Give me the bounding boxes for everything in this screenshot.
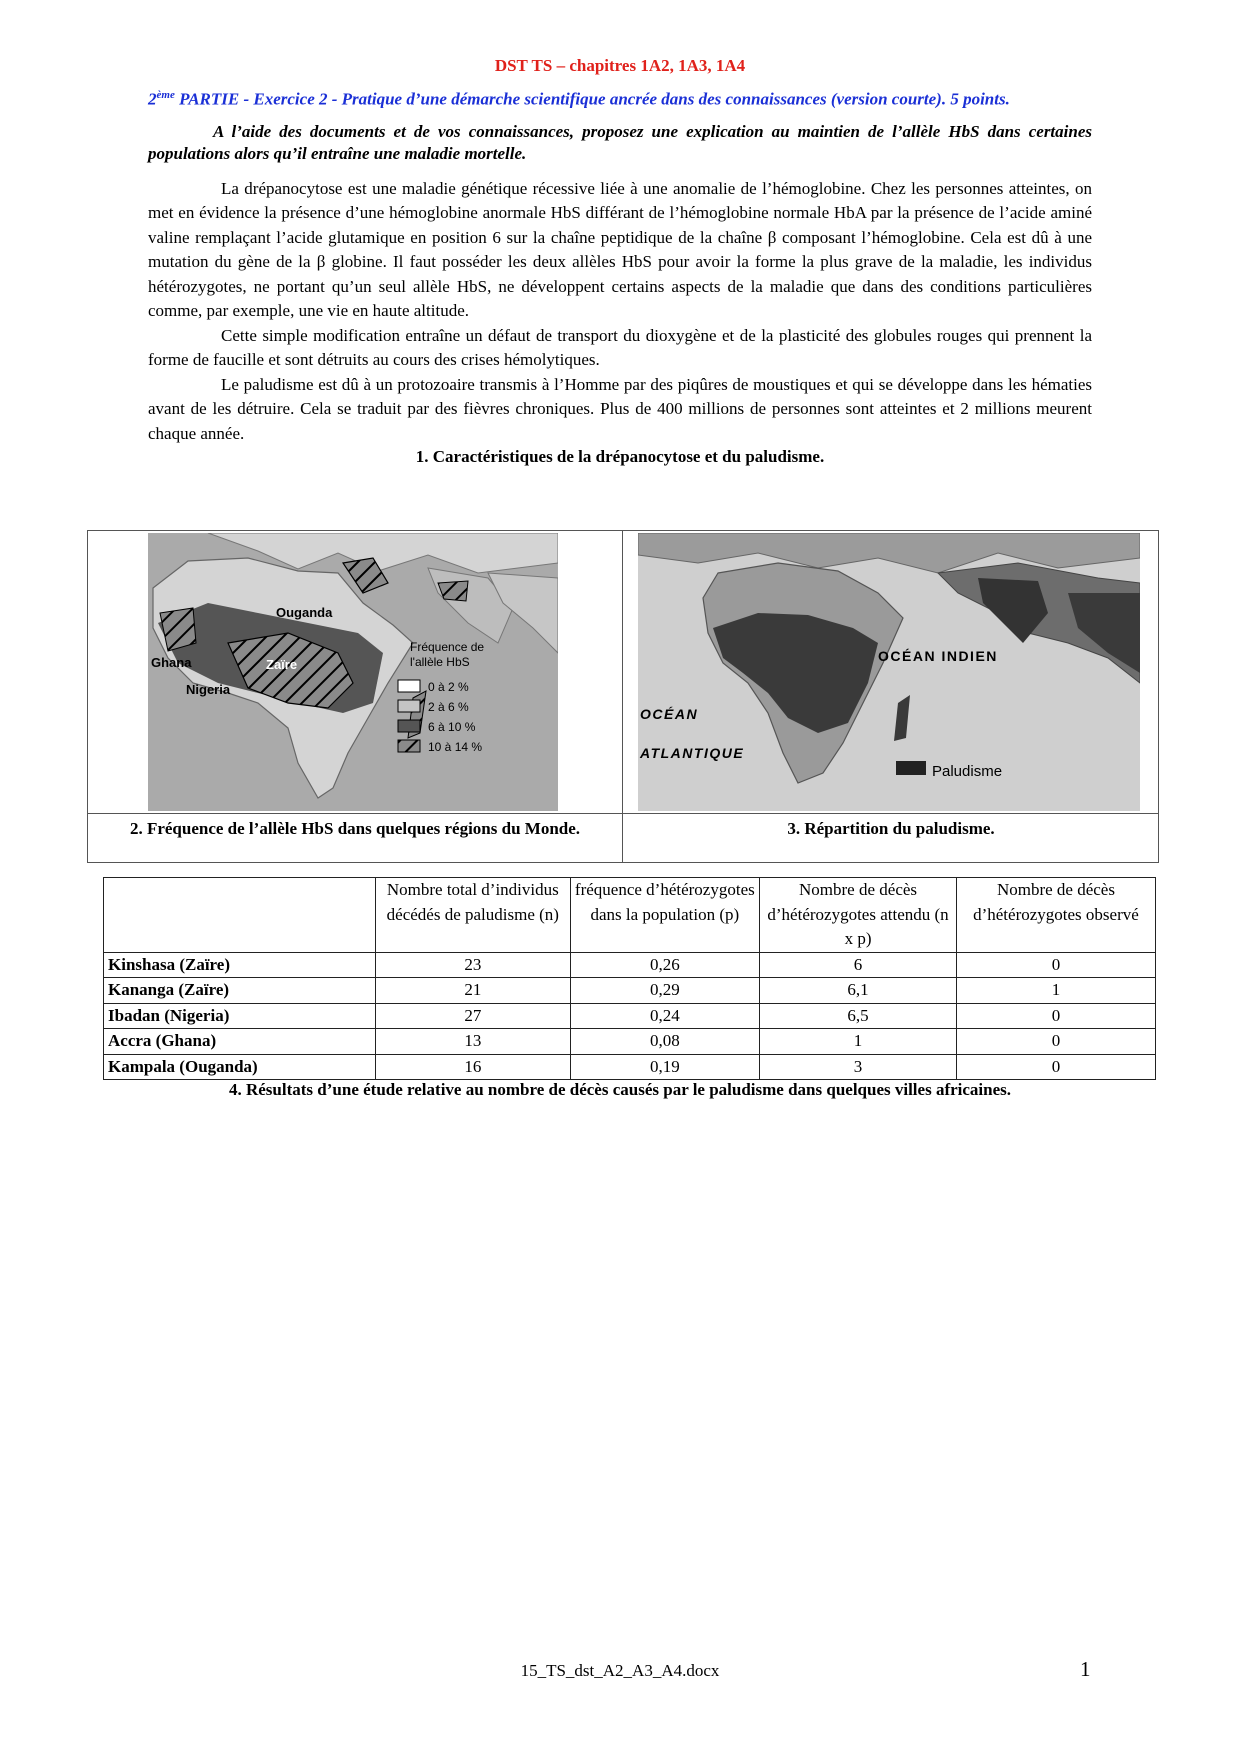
table-row — [104, 952, 1156, 978]
map2-legend-label: Paludisme — [932, 763, 1003, 780]
map2-label-ocean: OCÉAN — [640, 706, 699, 722]
map1-legend-title-2: l'allèle HbS — [410, 655, 470, 669]
part-number: 2 — [148, 89, 157, 109]
malaria-distribution-map — [638, 533, 1140, 811]
table-cell: 13 — [376, 1029, 570, 1055]
map2-legend-swatch — [896, 761, 926, 775]
table-row — [104, 978, 1156, 1004]
exercise-heading — [148, 84, 1092, 111]
table-cell: 6,1 — [760, 978, 957, 1004]
map2-label-atlantique: ATLANTIQUE — [640, 745, 745, 761]
map1-label-zaire: Zaïre — [266, 657, 298, 672]
doc1-caption: 1. Caractéristiques de la drépanocytose et du paludisme. — [415, 447, 825, 467]
map1-legend-label-1: 0 à 2 % — [428, 680, 469, 694]
doc2-caption: 2. Fréquence de l’allèle HbS dans quelques régions du Monde. — [129, 819, 581, 838]
map1-legend-title-1: Fréquence de — [410, 640, 485, 654]
document-title: DST TS – chapitres 1A2, 1A3, 1A4 — [494, 56, 746, 75]
table-cell-city: Kananga (Zaïre) — [104, 978, 376, 1004]
hbs-frequency-map — [148, 533, 558, 811]
table-cell: 0,26 — [570, 952, 760, 978]
map1-label-ghana: Ghana — [151, 655, 192, 670]
table-cell-city: Ibadan (Nigeria) — [104, 1003, 376, 1029]
table-header-cell — [104, 878, 376, 953]
table-cell: 0 — [956, 952, 1155, 978]
table-header-cell: Nombre de décès d’hétérozygotes attendu (n x p) — [760, 878, 957, 953]
table-cell: 0 — [956, 1003, 1155, 1029]
table-cell: 16 — [376, 1054, 570, 1080]
paragraph-drepanocytose: La drépanocytose est une maladie génétique récessive liée à une anomalie de l’hémoglobine. Chez les personnes atteintes, on met en évidence la présence d’une hémoglobine anormale HbS différant de l’hémoglobine normale HbA par la présence de l’acide aminé valine remplaçant l’acide glutamique en position 6 sur la chaîne peptidique de la chaîne β composant l’hémoglobine. Cela est dû à une mutation du gène de la β globine. Il faut posséder les deux allèles HbS pour avoir la forme la plus grave de la maladie, les individus hétérozygotes, ne portant qu’un seul allèle HbS, ne développent certains aspects de la maladie que dans des conditions particulières comme, par exemple, une vie en haute altitude. — [148, 178, 1092, 321]
table-cell: 0,08 — [570, 1029, 760, 1055]
table-header-cell: Nombre de décès d’hétérozygotes observé — [956, 878, 1155, 953]
table-cell: 27 — [376, 1003, 570, 1029]
map1-legend-swatch-1 — [398, 680, 420, 692]
table-cell: 0 — [956, 1029, 1155, 1055]
table-cell: 21 — [376, 978, 570, 1004]
table-header-row — [104, 878, 1156, 953]
table-cell: 0 — [956, 1054, 1155, 1080]
table-cell: 23 — [376, 952, 570, 978]
map1-legend-swatch-3 — [398, 720, 420, 732]
frame-caption-line — [88, 813, 1158, 814]
page-content — [148, 56, 1092, 468]
documents-frame — [87, 530, 1159, 863]
table-cell-city: Kampala (Ouganda) — [104, 1054, 376, 1080]
table-cell: 6 — [760, 952, 957, 978]
footer-filename: 15_TS_dst_A2_A3_A4.docx — [520, 1661, 720, 1680]
part-superscript: ème — [156, 89, 175, 101]
page-number: 1 — [1080, 1657, 1091, 1681]
map1-legend-swatch-2 — [398, 700, 420, 712]
table-cell-city: Accra (Ghana) — [104, 1029, 376, 1055]
table-header-cell: fréquence d’hétérozygotes dans la population (p) — [570, 878, 760, 953]
paragraph-paludisme: Le paludisme est dû à un protozoaire transmis à l’Homme par des piqûres de moustiques et qui se développe dans les hématies avant de les détruire. Cela se traduit par des fièvres chroniques. Plus de 400 millions de personnes sont atteintes et 2 millions meurent chaque année. — [148, 374, 1092, 443]
table-cell: 3 — [760, 1054, 957, 1080]
map1-legend-swatch-4 — [398, 740, 420, 752]
table-cell: 6,5 — [760, 1003, 957, 1029]
paragraph-modification: Cette simple modification entraîne un défaut de transport du dioxygène et de la plasticité des globules rouges qui prennent la forme de faucille et sont détruits au cours des crises hémolytiques. — [148, 325, 1092, 370]
table-cell: 0,19 — [570, 1054, 760, 1080]
table-cell: 1 — [956, 978, 1155, 1004]
map1-legend-label-4: 10 à 14 % — [428, 740, 483, 754]
map1-label-nigeria: Nigeria — [186, 682, 231, 697]
table-cell: 0,29 — [570, 978, 760, 1004]
exercise-question: A l’aide des documents et de vos connaissances, proposez une explication au maintien de l’allèle HbS dans certaines populations alors qu’il entraîne une maladie mortelle. — [148, 121, 1092, 163]
table-header-cell: Nombre total d’individus décédés de paludisme (n) — [376, 878, 570, 953]
doc4-caption: 4. Résultats d’une étude relative au nombre de décès causés par le paludisme dans quelques villes africaines. — [228, 1080, 1012, 1099]
map1-legend-label-3: 6 à 10 % — [428, 720, 476, 734]
map1-legend-label-2: 2 à 6 % — [428, 700, 469, 714]
table-cell-city: Kinshasa (Zaïre) — [104, 952, 376, 978]
map1-label-ouganda: Ouganda — [276, 605, 333, 620]
part-text: PARTIE - Exercice 2 - Pratique d’une démarche scientifique ancrée dans des connaissances (version courte). 5 points. — [174, 89, 1010, 109]
table-cell: 1 — [760, 1029, 957, 1055]
table-cell: 0,24 — [570, 1003, 760, 1029]
map2-label-ocean-indien: OCÉAN INDIEN — [878, 648, 998, 664]
table-row — [104, 1054, 1156, 1080]
results-table — [103, 877, 1156, 1080]
doc3-caption: 3. Répartition du paludisme. — [787, 819, 995, 838]
table-row — [104, 1003, 1156, 1029]
table-row — [104, 1029, 1156, 1055]
